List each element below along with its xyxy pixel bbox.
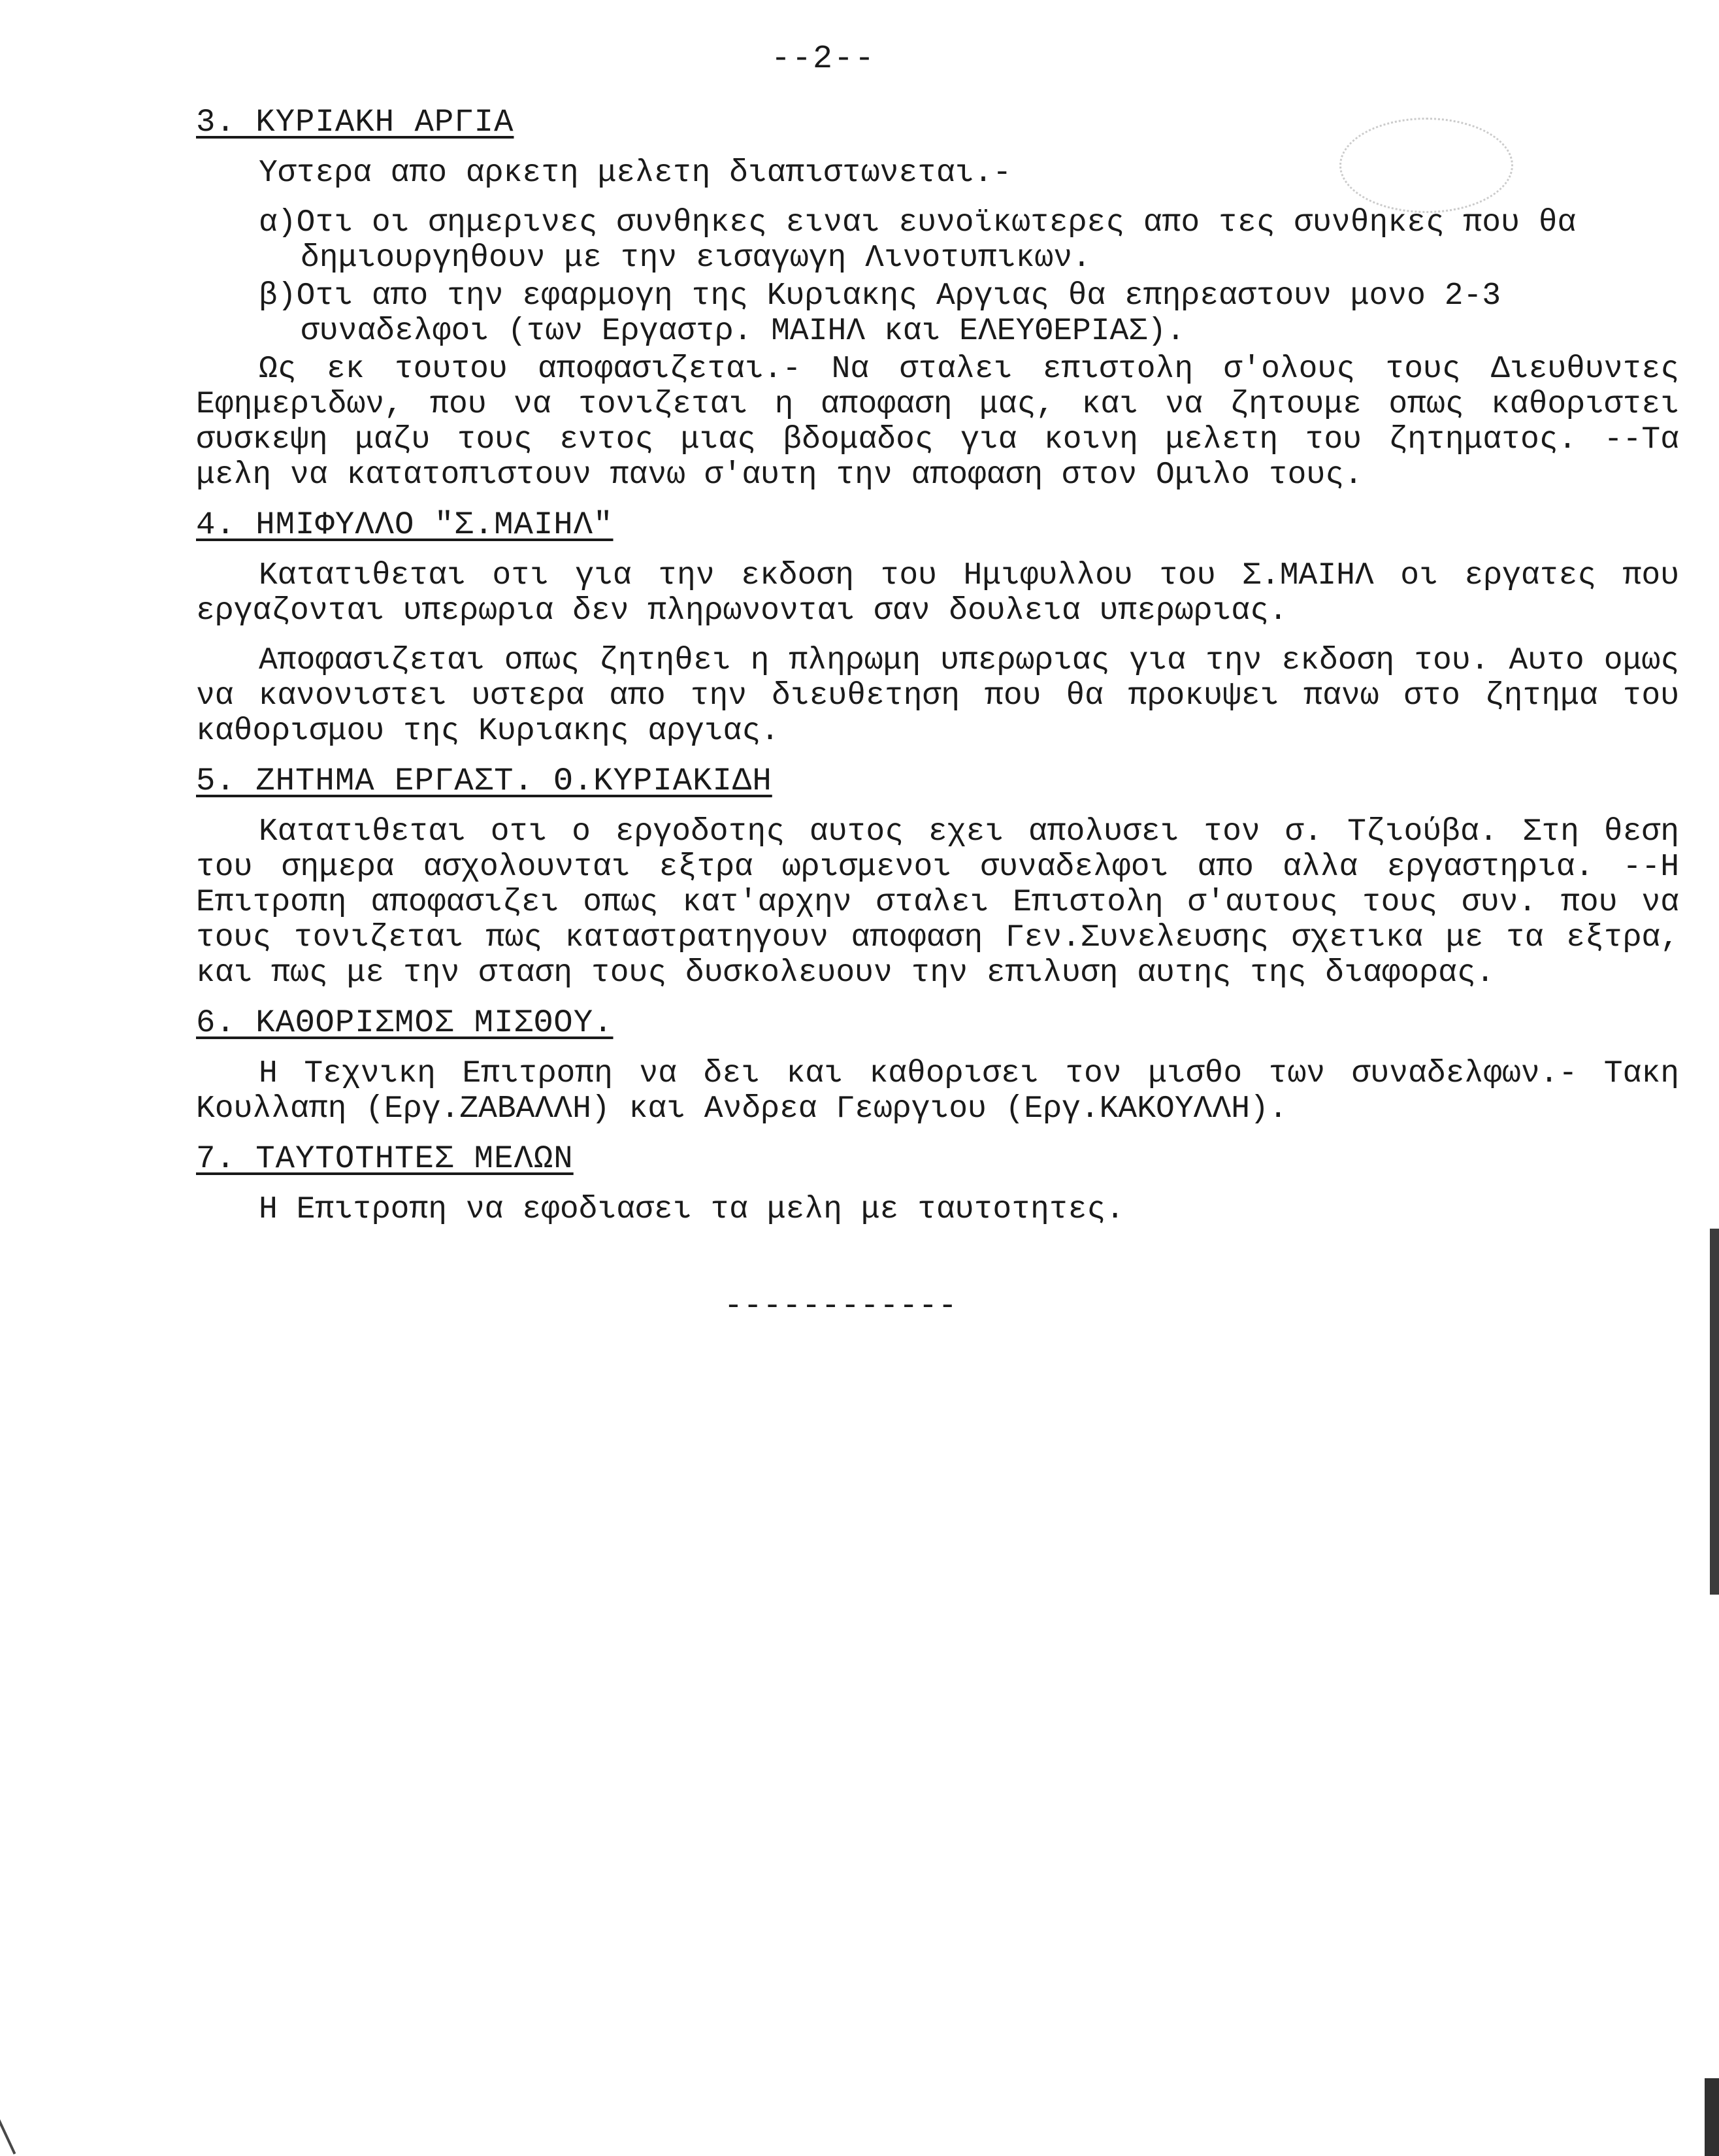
section-intro: Υστερα απο αρκετη μελετη διαπιστωνεται.- xyxy=(259,156,1012,191)
scan-edge-right-bottom xyxy=(1705,2078,1719,2156)
section-heading: 7. ΤΑΥΤΟΤΗΤΕΣ ΜΕΛΩΝ xyxy=(196,1140,574,1177)
section-heading: 5. ΖΗΤΗΜΑ ΕΡΓΑΣΤ. Θ.ΚΥΡΙΑΚΙΔΗ xyxy=(196,763,772,799)
section-sunday-holiday xyxy=(196,105,1679,493)
paragraph: Κατατιθεται οτι ο εργοδοτης αυτος εχει απολυσει τον σ. Τζιούβα. Στη θεση του σημερα ασχολουνται εξτρα ωρισμενοι συναδελφοι απο αλλα εργαστηρια. --Η Επιτροπη αποφασιζει οπως κατ'αρχην σταλει Επιστολη σ'αυτους τους συν. που να τους τονιζεται πως καταστρατηγουν αποφαση Γεν.Συνελευσης σχετικα με τα εξτρα, και πως με την σταση τους δυσκολευουν την επιλυση αυτης της διαφορας. xyxy=(196,814,1679,991)
section-heading: 4. ΗΜΙΦΥΛΛΟ "Σ.ΜΑΙΗΛ" xyxy=(196,506,614,543)
paragraph: Η Τεχνικη Επιτροπη να δει και καθορισει τον μισθο των συναδελφων.- Τακη Κουλλαπη (Εργ.ΖΑΒΑΛΛΗ) και Ανδρεα Γεωργιου (Εργ.ΚΑΚΟΥΛΛΗ). xyxy=(196,1056,1679,1127)
paragraph: Κατατιθεται οτι για την εκδοση του Ημιφυλλου του Σ.ΜΑΙΗΛ οι εργατες που εργαζονται υπερωρια δεν πληρωνονται σαν δουλεια υπερωριας. xyxy=(196,558,1679,629)
section-workshop-issue xyxy=(196,763,1679,991)
section-heading: 3. ΚΥΡΙΑΚΗ ΑΡΓΙΑ xyxy=(196,104,514,141)
section-heading: 6. ΚΑΘΟΡΙΣΜΟΣ ΜΙΣΘΟΥ. xyxy=(196,1004,614,1041)
scan-edge-left-bottom xyxy=(0,2112,16,2154)
paragraph: Αποφασιζεται οπως ζητηθει η πληρωμη υπερωριας για την εκδοση του. Αυτο ομως να κανονιστει υστερα απο την διευθετηση που θα προκυψει πανω στο ζητημα του καθορισμου της Κυριακης αργιας. xyxy=(196,643,1679,749)
page-number: --2-- xyxy=(771,41,876,78)
scan-edge-right-top xyxy=(1710,1229,1719,1595)
document-body xyxy=(196,105,1679,1242)
section-conclusion: Ως εκ τουτου αποφασιζεται.- Να σταλει επιστολη σ'ολους τους Διευθυντες Εφημεριδων, που να τονιζεται η αποφαση μας, και να ζητουμε οπως καθοριστει συσκεψη μαζυ τους εντος μιας βδομαδος για κοινη μελετη του ζητηματος. --Τα μελη να κατατοπιστουν πανω σ'αυτη την αποφαση στον Ομιλο τους. xyxy=(196,352,1679,493)
section-id-cards xyxy=(196,1141,1679,1227)
list-item: β)Οτι απο την εφαρμογη της Κυριακης Αργιας θα επηρεαστουν μονο 2-3 συναδελφοι (των Εργαστρ. ΜΑΙΗΛ και ΕΛΕΥΘΕΡΙΑΣ). xyxy=(259,278,1501,349)
paragraph: Η Επιτροπη να εφοδιασει τα μελη με ταυτοτητες. xyxy=(259,1192,1125,1227)
section-half-sheet xyxy=(196,507,1679,749)
list-item: α)Οτι οι σημερινες συνθηκες ειναι ευνοϊκωτερες απο τες συνθηκες που θα δημιουργηθουν με την εισαγωγη Λινοτυπικων. xyxy=(259,205,1577,276)
section-salary xyxy=(196,1005,1679,1127)
closing-rule: ------------ xyxy=(724,1289,958,1324)
